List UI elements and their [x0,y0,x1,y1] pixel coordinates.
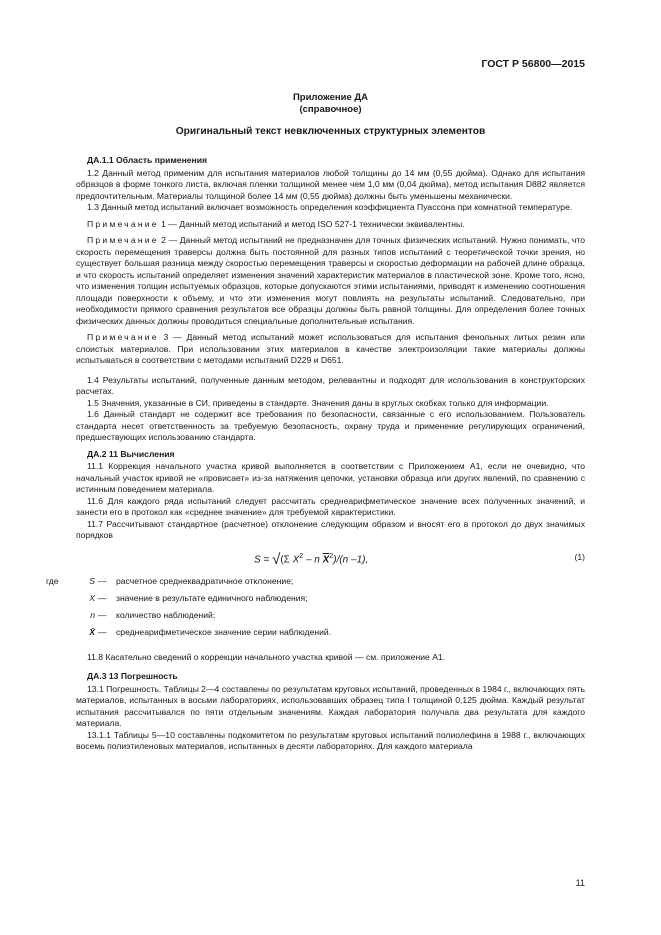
note-label: Примечание [87,332,159,342]
paragraph: 11.7 Рассчитывают стандартное (расчетное) отклонение следующим образом и вносят его в протокол до двух значимых порядков [76,518,585,540]
annex-title: Приложение ДА [292,92,369,103]
sqrt-symbol: √ [272,550,281,568]
section-heading: ДА.2 11 Вычисления [87,448,175,459]
page-number: 11 [575,878,585,888]
formula-number: (1) [574,551,585,562]
dash: — [98,609,107,620]
dash: — [98,575,107,586]
note-text: 3 — Данный метод испытаний может использоваться для испытания фенольных литых резин или слоистых материалов. При использовании этих материалов в качестве электроизоляции такие материалы должны испытываться в соответствии с методами испытаний D229 и D651. [76,332,585,365]
dash: — [98,592,107,603]
paragraph: 11.1 Коррекция начального участка кривой выполняется в соответствии с Приложением А1, если не очевидно, что начальный участок кривой не «провисает» из-за натяжения цепочки, установки образца или других явлений, по сравнению с истинным поведением материала. [76,461,585,494]
note [76,235,585,327]
paragraph: 1.6 Данный стандарт не содержит все требования по безопасности, связанные с его использованием. Пользователь стандарта несет ответственность за требуемую безопасность, охрану труда и применение регулирующих ограничений, предшествующих использованию стандарта. [76,409,585,442]
paragraph: 1.2 Данный метод применим для испытания материалов любой толщины до 14 мм (0,55 дюйма). Однако для испытания образцов в форме тонкого листа, включая пленки толщиной менее чем 1,0 мм (0,04 дюйма), метод испытания D882 является предпочтительным. Материалы толщиной более 14 мм (0,55 дюйма) должны быть уменьшены механически. [76,167,585,201]
description: значение в результате единичного наблюдения; [116,592,308,603]
symbol: X̄ [89,626,95,637]
where-word: где [46,575,59,586]
description: расчетное среднеквадратичное отклонение; [116,575,294,586]
note-text: 2 — Данный метод испытаний не предназначен для точных физических испытаний. Нужно понимать, что скорость перемещения траверсы должна быть постоянной для разных типов испытаний с теоретической точки зрения, но существует большая разница между скоростью перемещения траверсы и скоростью деформации на рабочей длине образца, и что скорость испытаний определяет изменения значений характеристик материалов в пластической зоне. Кроме того, ясно, что изменения толщин испытуемых образцов, которые допускаются этими испытаниями, приводят к изменению соотношения площади поверхности к объему, и что эти изменения могут повлиять на результаты испытаний. Следовательно, при необходимости прямого сравнения результатов все образцы должны быть равной толщины. Для определения более точных физических данных должны проводиться специальные дополнительные испытания. [76,235,585,326]
paragraph: 13.1 Погрешность. Таблицы 2—4 составлены по результатам круговых испытаний, проведенных в 1984 г., включающих пять материалов, испытанных в восьми лабораториях, использовавших образец типа I толщиной 0,125 дюйма. Каждый результат испытания рассчитывался по пяти отдельным значениям. Каждая лаборатория получала два результата для каждого материала. [76,683,585,728]
paragraph: 11.6 Для каждого ряда испытаний следует рассчитать среднеарифметическое значение всех полученных значений, и занести его в протокол как «среднее значение» для требуемой характеристики. [76,495,585,517]
formula-expression: S = √(Σ $X^2$ – n $\overline{X}^2)/(n$ –1), [254,550,369,568]
document-title: Оригинальный текст невключенных структурных элементов [175,126,486,137]
paragraph: 11.8 Касательно сведений о коррекции начального участка кривой — см. приложение А1. [87,651,446,662]
note [76,219,585,231]
symbol: X [89,592,95,603]
section-heading: ДА.1.1 Область применения [87,155,208,165]
note-text: 1 — Данный метод испытаний и метод ISO 527-1 технически эквивалентны. [158,218,465,229]
dash: — [98,626,107,637]
symbol: n [90,609,95,620]
description: количество наблюдений; [116,609,216,620]
paragraph: 13.1.1 Таблицы 5—10 составлены подкомитетом по результатам круговых испытаний полиолефина в 1988 г., включающих восемь полиэтиленовых материалов, испытанных в десяти лабораториях. Для каждого материала [76,729,585,751]
where-item [46,575,585,591]
where-item [72,610,585,625]
annex-note: (справочное) [299,104,362,115]
where-item [72,593,585,608]
paragraph: 1.3 Данный метод испытаний включает возможность определения коэффициента Пуассона при комнатной температуре. [87,202,573,212]
paragraph: 1.5 Значения, указанные в СИ, приведены в стандарте. Значения даны в круглых скобках только для информации. [87,397,549,408]
formula [76,548,585,572]
document-body [46,155,585,753]
description: среднеарифметическое значение серии наблюдений. [116,626,332,637]
note-label: Примечание [87,235,159,245]
where-list [46,575,585,642]
note [76,332,585,367]
paragraph: 1.4 Результаты испытаний, полученные данным методом, релевантны и подходят для использования в конструкторских расчетах. [76,374,585,396]
where-item [72,627,585,642]
note-label: Примечание [87,218,159,229]
standard-designation: ГОСТ Р 56800—2015 [481,58,585,70]
section-heading: ДА.3 13 Погрешность [87,671,178,681]
symbol: S [89,575,95,586]
